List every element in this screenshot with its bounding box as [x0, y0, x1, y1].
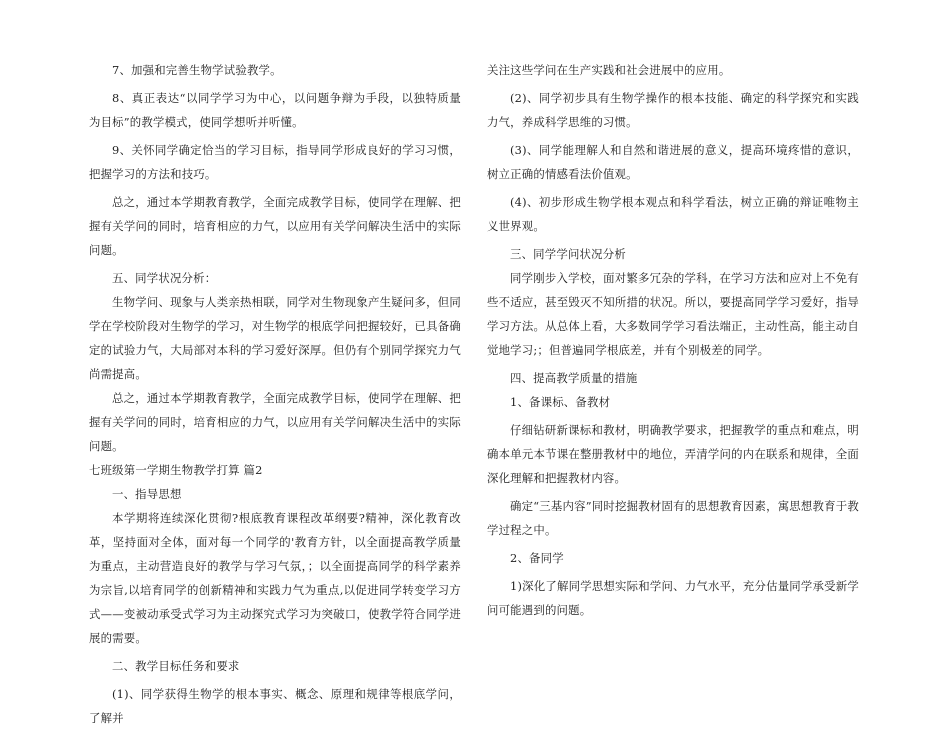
paragraph: 同学刚步入学校，面对繁多冗杂的学科，在学习方法和应对上不免有些不适应，甚至毁灭不知所措的状况。所以，要提高同学学习爱好，指导学习方法。从总体上看，大多数同学学习看法端正，主动性高，能主动自觉地学习;；但普遍同学根底差，并有个别极差的同学。: [487, 271, 859, 357]
section-heading: 五、同学状况分析：: [112, 271, 217, 285]
paragraph: 9、关怀同学确定恰当的学习目标，指导同学形成良好的学习习惯，把握学习的方法和技巧。: [89, 143, 461, 181]
paragraph: (1)、同学获得生物学的根本事实、概念、原理和规律等根底学问，了解并: [89, 687, 461, 725]
paragraph: 7、加强和完善生物学试验教学。: [112, 63, 282, 77]
section-heading: 二、教学目标任务和要求: [112, 659, 240, 673]
sub-heading: 2、备同学: [510, 551, 564, 565]
paragraph: 8、真正表达“以同学学习为中心，以问题争辩为手段，以独特质量为目标”的教学模式，使同学想听并听懂。: [89, 91, 461, 129]
paragraph: (3)、同学能理解人和自然和谐进展的意义，提高环境疼惜的意识，树立正确的情感看法价值观。: [487, 143, 859, 181]
paragraph: 总之，通过本学期教育教学，全面完成教学目标，使同学在理解、把握有关学问的同时，培育相应的力气，以应用有关学问解决生活中的实际问题。: [89, 195, 461, 257]
sub-heading: 1、备课标、备教材: [510, 395, 611, 409]
paragraph: 1)深化了解同学思想实际和学问、力气水平，充分估量同学承受新学问可能遇到的问题。: [487, 579, 859, 617]
paragraph: 生物学问、现象与人类亲热相联，同学对生物现象产生疑问多，但同学在学校阶段对生物学的学习，对生物学的根底学问把握较好，已具备确定的试验力气，大局部对本科的学习爱好深厚。但仍有个别同学探究力气尚需提高。: [89, 295, 461, 381]
right-column: [487, 58, 859, 622]
paragraph: (4)、初步形成生物学根本观点和科学看法，树立正确的辩证唯物主义世界观。: [487, 195, 859, 233]
chapter-title: 七班级第一学期生物教学打算 篇2: [89, 463, 263, 477]
paragraph: 确定“三基内容”同时挖掘教材固有的思想教育因素，寓思想教育于教学过程之中。: [487, 499, 859, 537]
paragraph: 总之，通过本学期教育教学，全面完成教学目标，使同学在理解、把握有关学问的同时，培育相应的力气，以应用有关学问解决生活中的实际问题。: [89, 391, 461, 453]
paragraph: 仔细钻研新课标和教材，明确教学要求，把握教学的重点和难点，明确本单元本节课在整册教材中的地位，弄清学问的内在联系和规律，全面深化理解和把握教材内容。: [487, 423, 859, 485]
paragraph: 本学期将连续深化贯彻?根底教育课程改革纲要?精神，深化教育改革，坚持面对全体，面对每一个同学的'教育方针，以全面提高教学质量为重点，主动营造良好的教学与学习气氛，；以全面提高同学的科学素养为宗旨,以培育同学的创新精神和实践力气为重点,以促进同学转变学习方式——变被动承受式学习为主动探究式学习为突破口，使教学符合同学进展的需要。: [89, 511, 461, 645]
section-heading: 一、指导思想: [112, 487, 182, 501]
section-heading: 四、提高教学质量的措施: [510, 371, 638, 385]
left-column: [89, 58, 461, 730]
paragraph: (2)、同学初步具有生物学操作的根本技能、确定的科学探究和实践力气，养成科学思维的习惯。: [487, 91, 859, 129]
section-heading: 三、同学学问状况分析: [510, 247, 626, 261]
paragraph: 关注这些学问在生产实践和社会进展中的应用。: [487, 63, 731, 77]
